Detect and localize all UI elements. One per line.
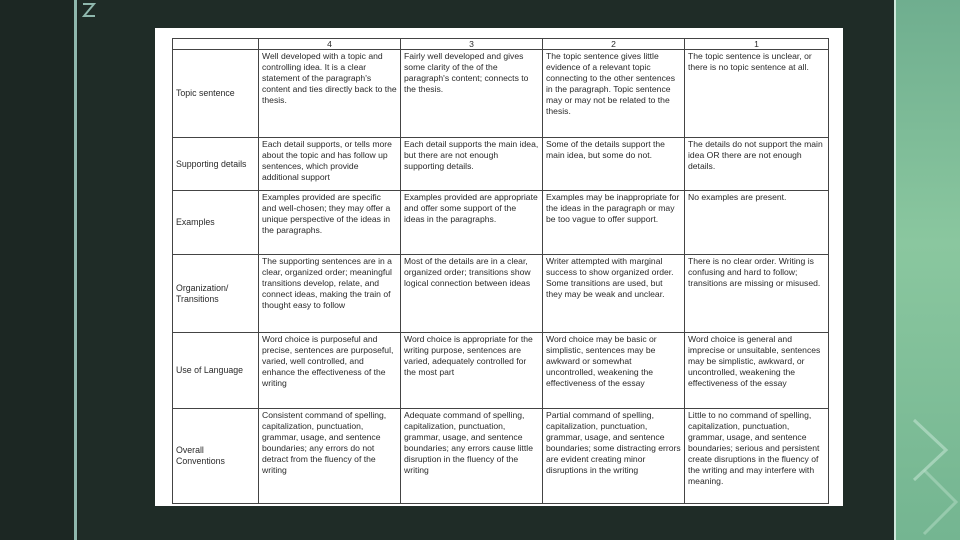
score-cell: Each detail supports, or tells more about the topic and has follow up sentences, which provide additional support xyxy=(259,138,401,191)
score-cell: Partial command of spelling, capitalization, punctuation, grammar, usage, and sentence boundaries; some distracting errors are evident creating minor disruptions in the writing xyxy=(543,409,685,504)
score-cell: Word choice may be basic or simplistic, sentences may be awkward or somewhat uncontrolled, weakening the effectiveness of the essay xyxy=(543,333,685,409)
score-cell: Word choice is purposeful and precise, sentences are purposeful, varied, well controlled, and enhance the effectiveness of the writing xyxy=(259,333,401,409)
table-row xyxy=(173,333,829,409)
score-cell: The supporting sentences are in a clear, organized order; meaningful transitions develop, relate, and connect ideas, making the train of thought easy to follow xyxy=(259,255,401,333)
score-cell: The topic sentence is unclear, or there is no topic sentence at all. xyxy=(685,50,829,138)
z-corner-icon xyxy=(82,2,96,18)
header-score-1: 1 xyxy=(685,39,829,50)
score-cell: The details do not support the main idea OR there are not enough details. xyxy=(685,138,829,191)
criterion-cell: Use of Language xyxy=(173,333,259,409)
table-row xyxy=(173,50,829,138)
score-cell: Examples may be inappropriate for the ideas in the paragraph or may be too vague to offer support. xyxy=(543,191,685,255)
rubric-document xyxy=(155,28,843,506)
criterion-cell: Examples xyxy=(173,191,259,255)
score-cell: The topic sentence gives little evidence of a relevant topic connecting to the other sentences in the paragraph. Topic sentence may or may not be related to the thesis. xyxy=(543,50,685,138)
criterion-cell: Topic sentence xyxy=(173,50,259,138)
header-criterion xyxy=(173,39,259,50)
criterion-cell: Organization/ Transitions xyxy=(173,255,259,333)
score-cell: Word choice is general and imprecise or unsuitable, sentences may be simplistic, awkward, or uncontrolled, weakening the effectiveness of the essay xyxy=(685,333,829,409)
table-row xyxy=(173,409,829,504)
score-cell: Word choice is appropriate for the writing purpose, sentences are varied, adequately controlled for the most part xyxy=(401,333,543,409)
table-row xyxy=(173,191,829,255)
chevron-right-icon xyxy=(906,410,960,540)
score-cell: No examples are present. xyxy=(685,191,829,255)
header-score-2: 2 xyxy=(543,39,685,50)
rubric-table xyxy=(172,38,829,504)
score-cell: Examples provided are specific and well-chosen; they may offer a unique perspective of the ideas in the paragraphs. xyxy=(259,191,401,255)
score-cell: Fairly well developed and gives some clarity of the of the paragraph's content; connects to the thesis. xyxy=(401,50,543,138)
score-cell: Each detail supports the main idea, but there are not enough supporting details. xyxy=(401,138,543,191)
score-cell: Some of the details support the main idea, but some do not. xyxy=(543,138,685,191)
score-cell: Examples provided are appropriate and offer some support of the ideas in the paragraphs. xyxy=(401,191,543,255)
header-score-4: 4 xyxy=(259,39,401,50)
score-cell: Writer attempted with marginal success to show organized order. Some transitions are used, but they may be weak and unclear. xyxy=(543,255,685,333)
left-accent-line xyxy=(74,0,77,540)
score-cell: Consistent command of spelling, capitalization, punctuation, grammar, usage, and sentence boundaries; any errors do not detract from the fluency of the writing xyxy=(259,409,401,504)
score-cell: Well developed with a topic and controlling idea. It is a clear statement of the paragraph's content and ties directly back to the thesis. xyxy=(259,50,401,138)
criterion-cell: Overall Conventions xyxy=(173,409,259,504)
score-cell: There is no clear order. Writing is confusing and hard to follow; transitions are missing or misused. xyxy=(685,255,829,333)
header-score-3: 3 xyxy=(401,39,543,50)
score-cell: Little to no command of spelling, capitalization, punctuation, grammar, usage, and sentence boundaries; serious and persistent create disruptions in the fluency of the writing and may interfere with meaning. xyxy=(685,409,829,504)
score-cell: Adequate command of spelling, capitalization, punctuation, grammar, usage, and sentence boundaries; any errors cause little disruption in the fluency of the writing xyxy=(401,409,543,504)
table-row xyxy=(173,138,829,191)
left-frame-panel xyxy=(0,0,78,540)
criterion-cell: Supporting details xyxy=(173,138,259,191)
header-row xyxy=(173,39,829,50)
table-row xyxy=(173,255,829,333)
score-cell: Most of the details are in a clear, organized order; transitions show logical connection between ideas xyxy=(401,255,543,333)
